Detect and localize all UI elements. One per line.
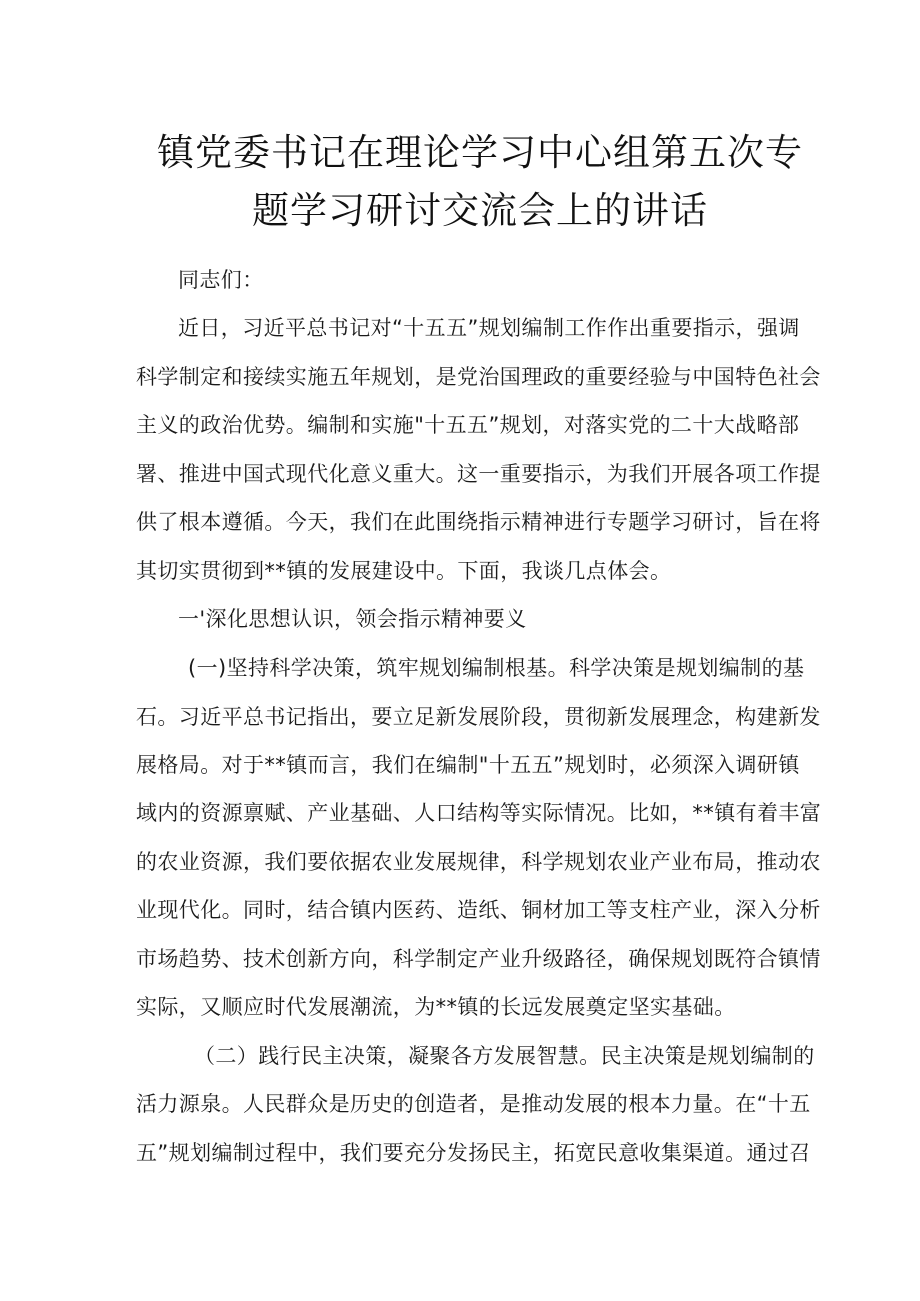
- paragraph-line: 五”规划编制过程中，我们要充分发扬民主，拓宽民意收集渠道。通过召: [136, 1141, 811, 1165]
- paragraph-line: 近日，习近平总书记对“十五五”规划编制工作作出重要指示，强调: [178, 316, 800, 340]
- paragraph-line: 实际，又顺应时代发展潮流，为**镇的长远发展奠定坚实基础。: [136, 995, 736, 1019]
- paragraph-line: 域内的资源禀赋、产业基础、人口结构等实际情况。比如，**镇有着丰富: [136, 801, 822, 825]
- document-title-line-2: 题学习研讨交流会上的讲话: [252, 189, 708, 232]
- paragraph-line: 活力源泉。人民群众是历史的创造者，是推动发展的根本力量。在“十五: [136, 1092, 811, 1116]
- section-heading: 一'深化思想认识，领会指示精神要义: [178, 607, 527, 631]
- paragraph-line: 科学制定和接续实施五年规划，是党治国理政的重要经验与中国特色社会: [136, 365, 821, 389]
- paragraph-line: 石。习近平总书记指出，要立足新发展阶段，贯彻新发展理念，构建新发: [136, 705, 821, 729]
- paragraph-line: 业现代化。同时，结合镇内医药、造纸、铜材加工等支柱产业，深入分析: [136, 898, 821, 922]
- paragraph-line: 供了根本遵循。今天，我们在此围绕指示精神进行专题学习研讨，旨在将: [136, 510, 821, 534]
- greeting: 同志们：: [178, 268, 264, 292]
- document-title-line-1: 镇党委书记在理论学习中心组第五次专: [157, 131, 803, 174]
- paragraph-line: 市场趋势、技术创新方向，科学制定产业升级路径，确保规划既符合镇情: [136, 947, 821, 971]
- paragraph-line: （二）践行民主决策，凝聚各方发展智慧。民主决策是规划编制的: [194, 1044, 815, 1068]
- paragraph-line: 其切实贯彻到**镇的发展建设中。下面，我谈几点体会。: [136, 559, 672, 583]
- paragraph-line: 展格局。对于**镇而言，我们在编制"十五五”规划时，必须深入调研镇: [136, 753, 800, 777]
- paragraph-line: 的农业资源，我们要依据农业发展规律，科学规划农业产业布局，推动农: [136, 850, 821, 874]
- paragraph-line: 署、推进中国式现代化意义重大。这一重要指示，为我们开展各项工作提: [136, 462, 821, 486]
- paragraph-line: (一)坚持科学决策，筑牢规划编制根基。科学决策是规划编制的基: [188, 656, 805, 680]
- paragraph-line: 主义的政治优势。编制和实施"十五五”规划，对落实党的二十大战略部: [136, 413, 800, 437]
